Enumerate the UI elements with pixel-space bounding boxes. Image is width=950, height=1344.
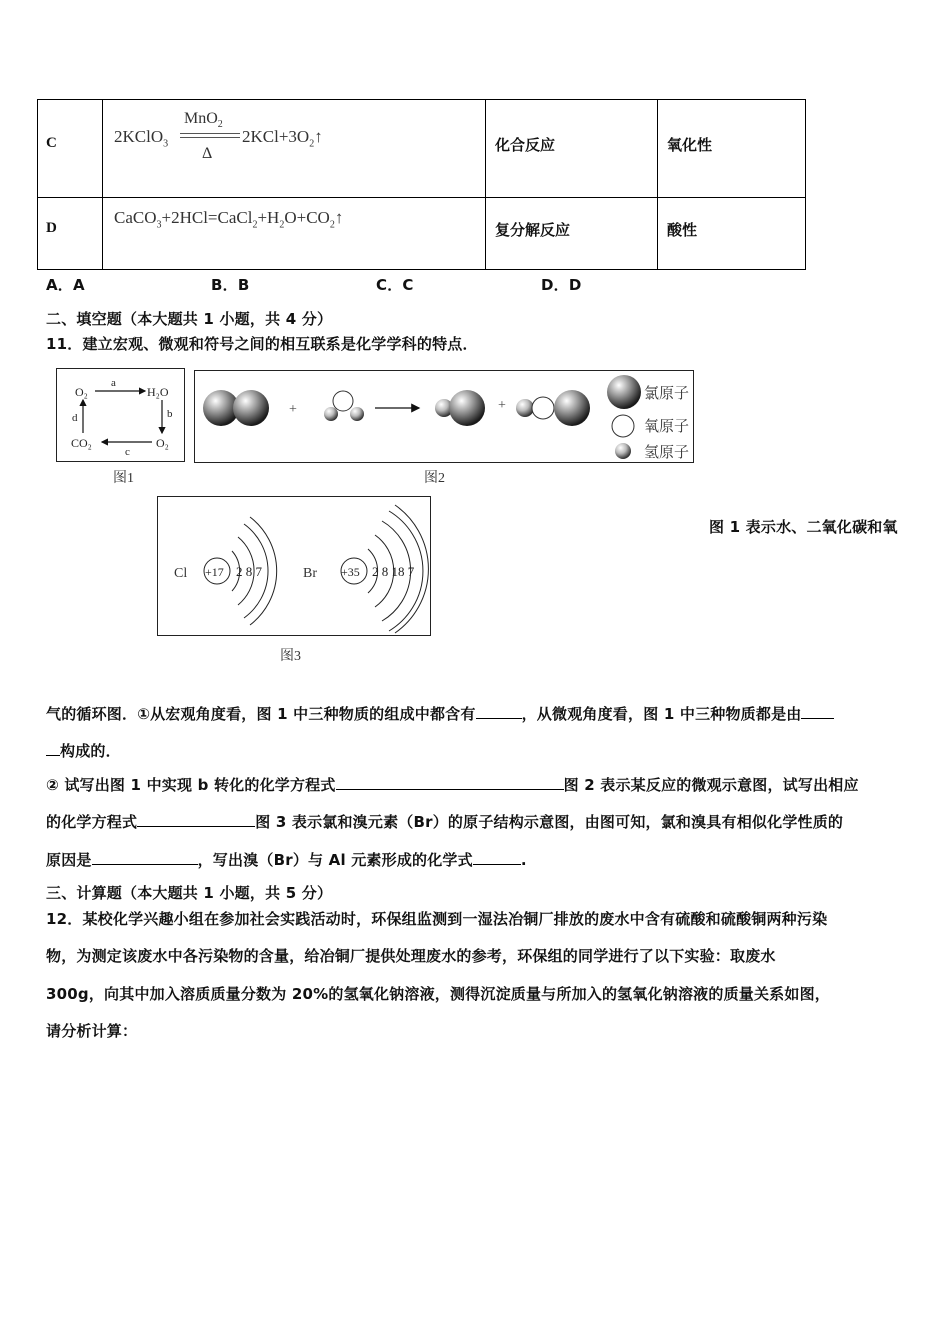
fig2-hclo-h <box>516 399 534 417</box>
q12-line4: 请分析计算： <box>46 1022 138 1040</box>
fig2-water-h1 <box>324 407 338 421</box>
legend-cl-label: 氯原子 <box>644 386 690 402</box>
q11-stem: 11．建立宏观、微观和符号之间的相互联系是化学学科的特点． <box>46 335 478 353</box>
row-c-catalyst: MnO$_2$ <box>184 110 223 131</box>
fig3-cl-shells: 2 8 7 <box>236 564 262 579</box>
section3-heading: 三、计算题（本大题共 1 小题，共 5 分） <box>46 884 333 902</box>
legend-o-label: 氧原子 <box>644 419 690 435</box>
fig2-water-oxygen <box>333 391 353 411</box>
row-d-letter: D <box>46 220 57 236</box>
fig2-water-h2 <box>350 407 364 421</box>
fig3-cl-symbol: Cl <box>174 566 188 581</box>
fig3-br-nucleus: +35 <box>341 565 360 579</box>
fig1-top-right: H₂O <box>147 385 169 399</box>
option-d[interactable]: D．D <box>541 276 582 294</box>
q12-line1: 12．某校化学兴趣小组在参加社会实践活动时，环保组监测到一湿法冶铜厂排放的废水中含有硫酸和硫酸铜两种污染 <box>46 910 828 928</box>
blank-2-cont[interactable] <box>46 741 60 756</box>
figure2-reaction <box>194 370 694 463</box>
fig2-plus-1: + <box>289 402 297 417</box>
row-c-condition-bar-top <box>180 133 240 134</box>
blank-2[interactable] <box>801 704 834 719</box>
fig2-cl2-atom-2 <box>233 390 269 426</box>
fig1-label-a: a <box>111 377 116 389</box>
legend-h-icon <box>615 443 631 459</box>
row-d-formula: $CaCO_3+2HCl=CaCl_2+H_2O+CO_2↑$ <box>114 208 344 231</box>
fig2-hclo-cl <box>554 390 590 426</box>
option-c[interactable]: C．C <box>376 276 414 294</box>
row-d-property: 酸性 <box>667 221 698 239</box>
fig2-plus-2: + <box>498 398 506 413</box>
fig1-bottom-left: CO₂ <box>71 436 92 450</box>
section2-heading: 二、填空题（本大题共 1 小题，共 4 分） <box>46 310 333 328</box>
row-c-reaction-type: 化合反应 <box>495 136 556 154</box>
q12-line3: 300g，向其中加入溶质质量分数为 20%的氢氧化钠溶液，测得沉淀质量与所加入的氢氧化钠溶液的质量关系如图， <box>46 985 830 1003</box>
option-a[interactable]: A．A <box>46 276 85 294</box>
option-b[interactable]: B．B <box>211 276 250 294</box>
fig1-label-d: d <box>72 412 78 424</box>
fig1-label-b: b <box>167 408 173 420</box>
figure1-caption: 图1 <box>113 471 134 486</box>
row-c-heat: Δ <box>202 145 213 162</box>
figure2-caption: 图2 <box>424 471 445 486</box>
blank-5[interactable] <box>92 850 198 865</box>
q11-line2: 构成的． <box>46 740 121 761</box>
row-d-reaction-type: 复分解反应 <box>495 221 571 239</box>
fig3-cl-nucleus: +17 <box>205 565 224 579</box>
row-c-letter: C <box>46 135 57 151</box>
fig2-hclo-o <box>532 397 554 419</box>
legend-o-icon <box>612 415 634 437</box>
legend-h-label: 氢原子 <box>644 445 690 461</box>
fig1-top-left: O₂ <box>75 385 88 399</box>
figure3-caption: 图3 <box>280 649 301 664</box>
row-c-formula-right: $2KCl+3O_2↑$ <box>242 127 323 150</box>
q11-line5: 原因是 ，写出溴（Br）与 Al 元素形成的化学式 . <box>46 851 527 869</box>
q11-side-text: 图 1 表示水、二氧化碳和氧 <box>709 518 898 536</box>
row-c-property: 氧化性 <box>667 136 713 154</box>
blank-6[interactable] <box>473 850 521 865</box>
q11-line4: 的化学方程式 图 3 表示氯和溴元素（Br）的原子结构示意图，由图可知，氯和溴具有相似化学性质的 <box>46 813 844 831</box>
fig3-br-symbol: Br <box>303 566 317 581</box>
q12-line2: 物，为测定该废水中各污染物的含量，给冶铜厂提供处理废水的参考，环保组的同学进行了以下实验：取废水 <box>46 947 776 965</box>
blank-1[interactable] <box>476 704 522 719</box>
fig1-bottom-right: O₂ <box>156 436 169 450</box>
q11-line1: 气的循环图．①从宏观角度看，图 1 中三种物质的组成中都含有 ，从微观角度看，图 1 中三种物质都是由 <box>46 703 834 724</box>
blank-3[interactable] <box>336 775 564 790</box>
fig2-hcl-cl <box>449 390 485 426</box>
fig3-br-shells: 2 8 18 7 <box>372 564 415 579</box>
figure1-cycle <box>56 368 185 462</box>
legend-cl-icon <box>607 375 641 409</box>
q11-line3: ② 试写出图 1 中实现 b 转化的化学方程式 图 2 表示某反应的微观示意图，试写出相应 <box>46 776 859 794</box>
figure3-atomic-structure <box>157 496 431 636</box>
row-c-condition-bar-bottom <box>180 137 240 138</box>
blank-4[interactable] <box>137 812 255 827</box>
row-c-formula-left: 2KClO$_3$ <box>114 127 169 150</box>
fig1-label-c: c <box>125 446 130 458</box>
